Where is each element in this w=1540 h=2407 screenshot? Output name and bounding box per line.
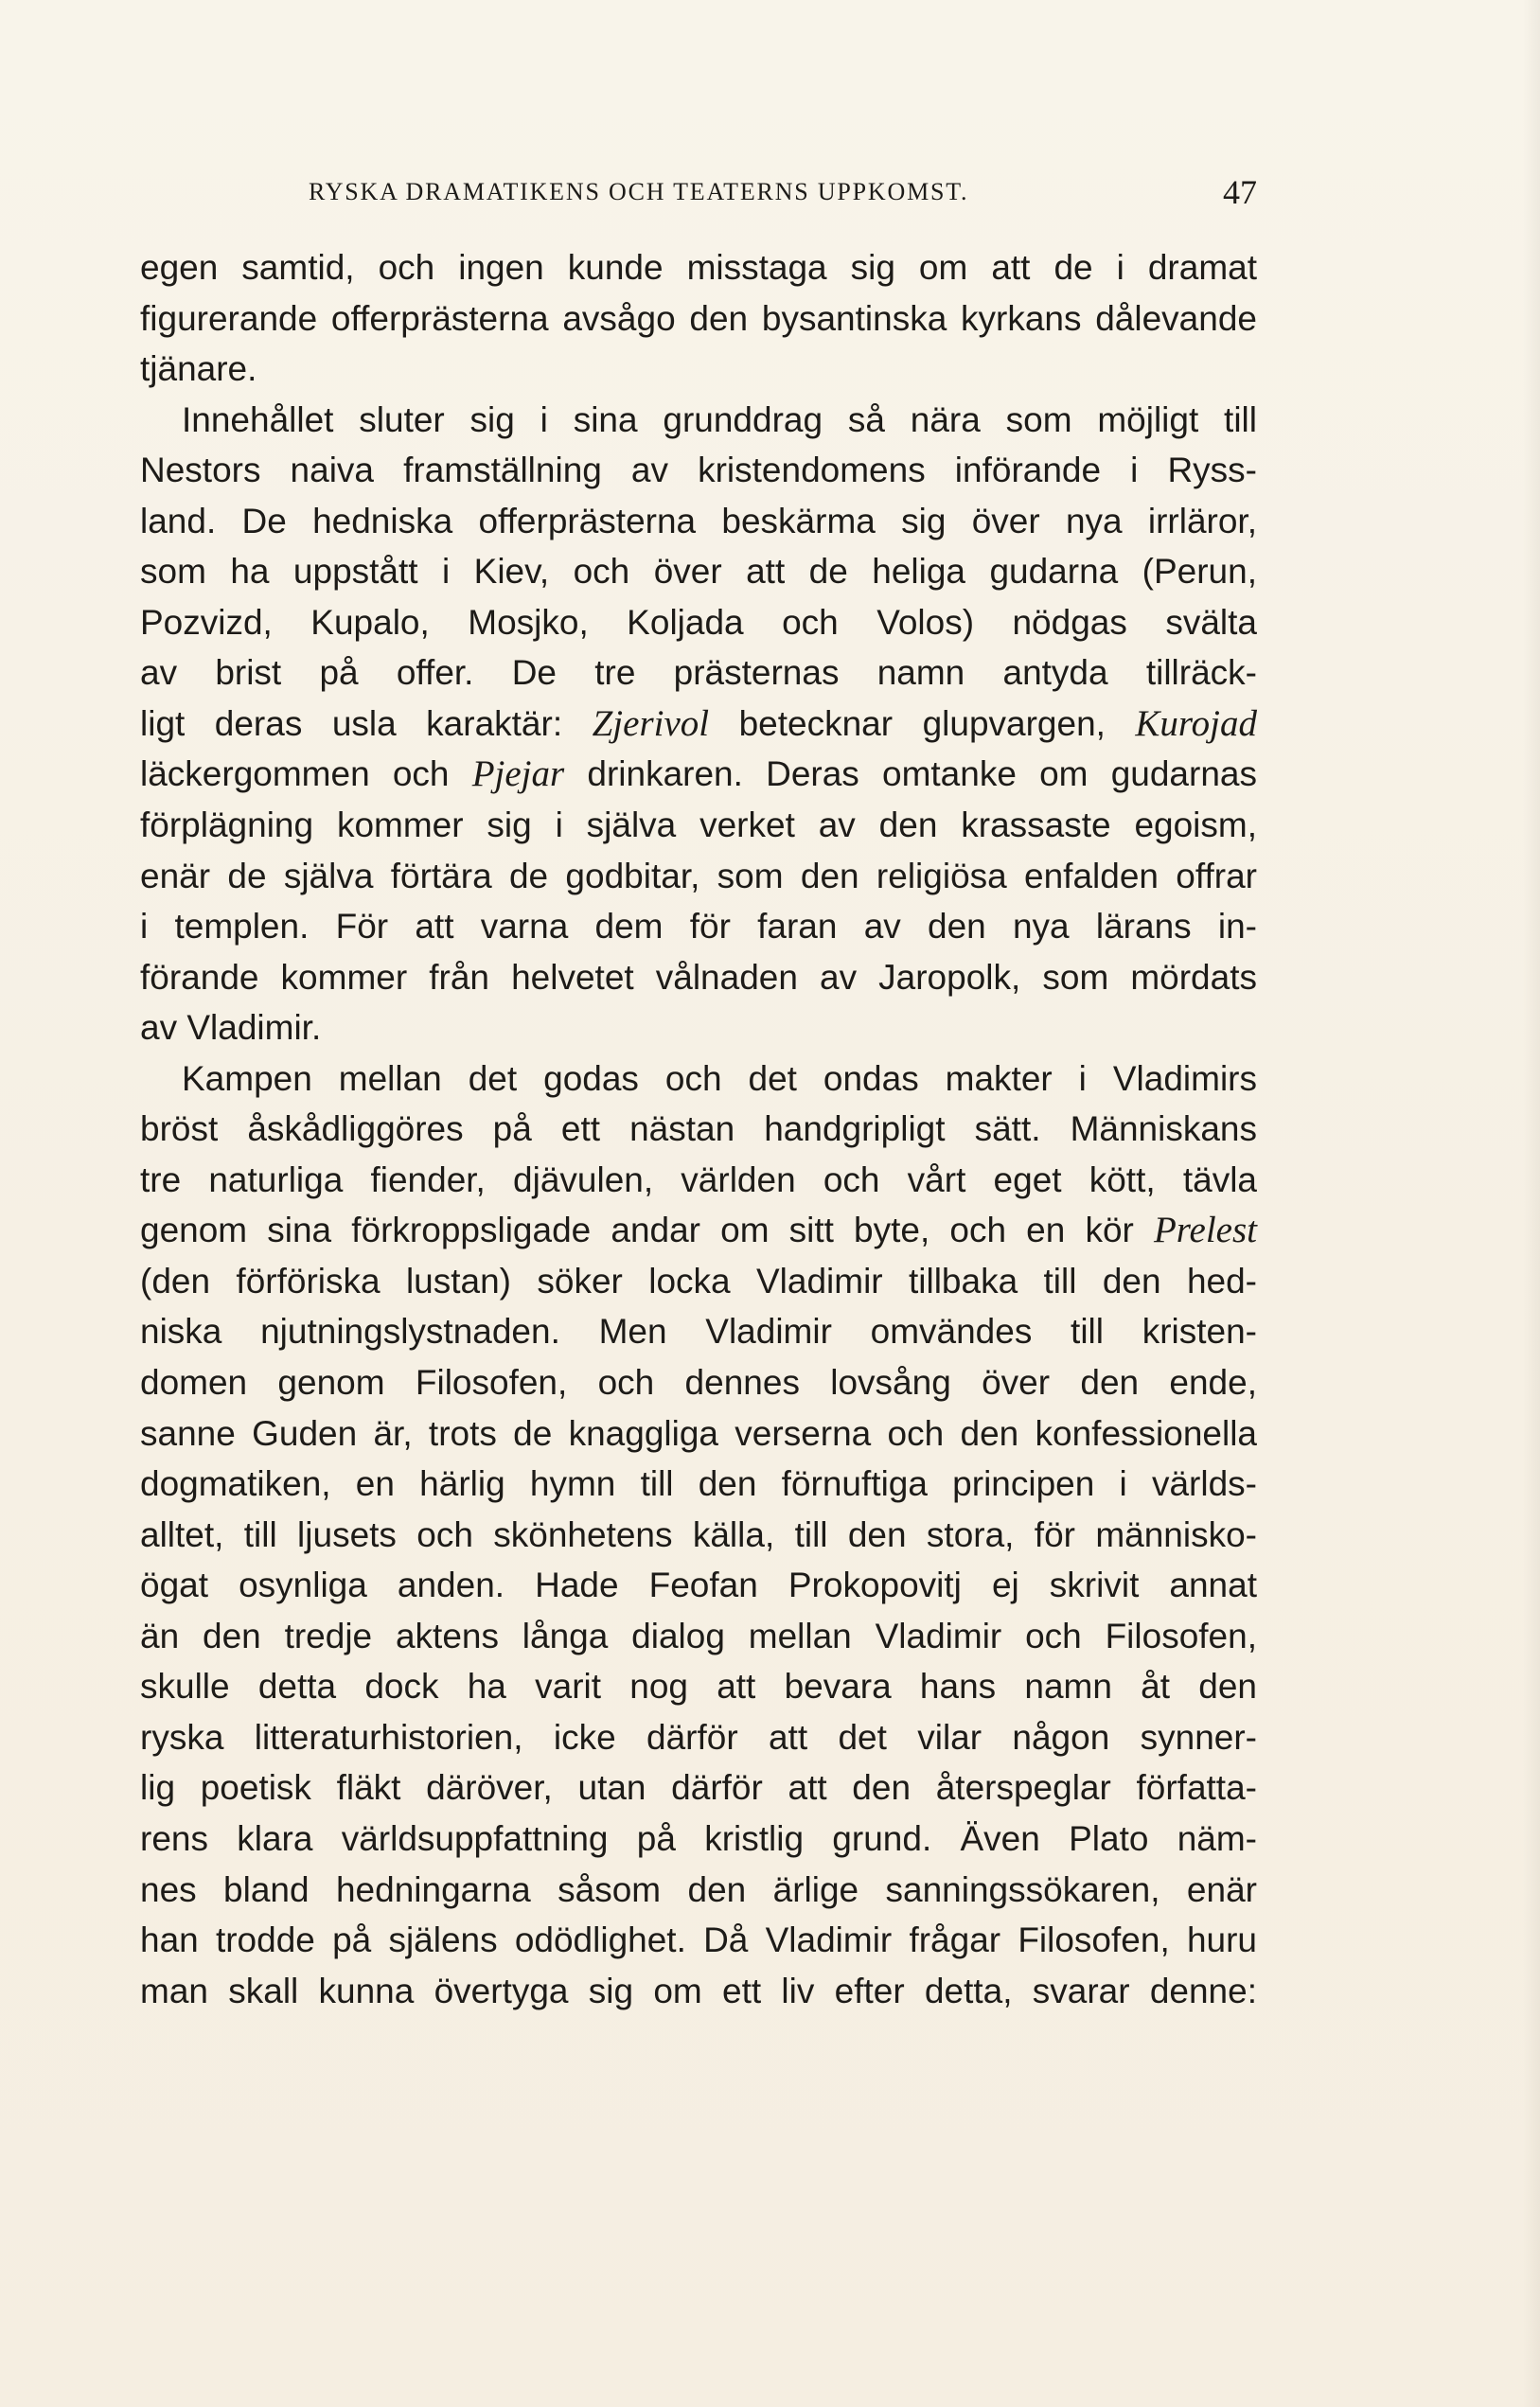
text-line: land. De hedniska offerprästerna beskärma sig över nya irrläror,: [140, 501, 1257, 540]
text-line: tjänare.: [140, 349, 257, 389]
text-line: i templen. För att varna dem för faran av den nya lärans in-: [140, 907, 1257, 947]
text-line: han trodde på själens odödlighet. Då Vladimir frågar Filosofen, huru: [140, 1920, 1257, 1960]
text-line: alltet, till ljusets och skönhetens källa, till den stora, för människo-: [140, 1514, 1257, 1554]
italic-name: Prelest: [1153, 1210, 1257, 1251]
text-line: egen samtid, och ingen kunde misstaga sig om att de i dramat: [140, 248, 1257, 287]
text-line: av Vladimir.: [140, 1008, 322, 1048]
text-line: man skall kunna övertyga sig om ett liv efter detta, svarar denne:: [140, 1971, 1257, 2010]
text-line: (den förföriska lustan) söker locka Vladimir tillbaka till den hed-: [140, 1261, 1257, 1301]
text-line: genom sina förkroppsligade andar om sitt byte, och en kör Prelest: [140, 1210, 1257, 1251]
text-line: förplägning kommer sig i själva verket av den krassaste egoism,: [140, 805, 1257, 845]
text-line: förande kommer från helvetet vålnaden av Jaropolk, som mördats: [140, 957, 1257, 997]
text-line: Kampen mellan det godas och det ondas makter i Vladimirs: [182, 1058, 1257, 1098]
text-line: skulle detta dock ha varit nog att bevara hans namn åt den: [140, 1667, 1257, 1707]
text-line: lig poetisk fläkt däröver, utan därför att den återspeglar författa-: [140, 1768, 1257, 1808]
text-line: figurerande offerprästerna avsågo den bysantinska kyrkans dålevande: [140, 298, 1257, 338]
text-line: ögat osynliga anden. Hade Feofan Prokopovitj ej skrivit annat: [140, 1566, 1257, 1605]
text-line: Pozvizd, Kupalo, Mosjko, Koljada och Volos) nödgas svälta: [140, 602, 1257, 642]
text-line: niska njutningslystnaden. Men Vladimir omvändes till kristen-: [140, 1312, 1257, 1352]
text-line: av brist på offer. De tre prästernas namn antyda tillräck-: [140, 653, 1257, 693]
text-line: ligt deras usla karaktär: Zjerivol betecknar glupvargen, Kurojad: [140, 702, 1257, 744]
text-line: enär de själva förtära de godbitar, som den religiösa enfalden offrar: [140, 856, 1257, 895]
text-line: läckergommen och Pjejar drinkaren. Deras omtanke om gudarnas: [140, 753, 1257, 795]
body-text: [140, 242, 1257, 2016]
page-header: [140, 172, 1257, 220]
text-line: Nestors naiva framställning av kristendomens införande i Ryss-: [140, 451, 1257, 490]
text-line: ryska litteraturhistorien, icke därför att det vilar någon synner-: [140, 1717, 1257, 1757]
text-line: dogmatiken, en härlig hymn till den förnuftiga principen i världs-: [140, 1464, 1257, 1504]
text-line: Innehållet sluter sig i sina grunddrag så nära som möjligt till: [182, 399, 1257, 439]
text-line: tre naturliga fiender, djävulen, världen och vårt eget kött, tävla: [140, 1159, 1257, 1199]
page-number: 47: [1223, 173, 1257, 211]
text-line: än den tredje aktens långa dialog mellan Vladimir och Filosofen,: [140, 1616, 1257, 1655]
italic-name: Pjejar: [471, 753, 565, 795]
page-edge-shadow: [1523, 0, 1540, 2407]
text-line: rens klara världsuppfattning på kristlig grund. Även Plato näm-: [140, 1818, 1257, 1858]
running-head: RYSKA DRAMATIKENS OCH TEATERNS UPPKOMST.: [309, 178, 969, 205]
text-line: nes bland hedningarna såsom den ärlige sanningssökaren, enär: [140, 1869, 1257, 1909]
text-line: domen genom Filosofen, och dennes lovsång över den ende,: [140, 1363, 1257, 1403]
text-line: bröst åskådliggöres på ett nästan handgripligt sätt. Människans: [140, 1109, 1257, 1149]
text-line: som ha uppstått i Kiev, och över att de heliga gudarna (Perun,: [140, 552, 1257, 592]
italic-name: Zjerivol: [592, 702, 710, 744]
italic-name: Kurojad: [1135, 702, 1257, 744]
text-line: sanne Guden är, trots de knaggliga verserna och den konfessionella: [140, 1413, 1257, 1453]
